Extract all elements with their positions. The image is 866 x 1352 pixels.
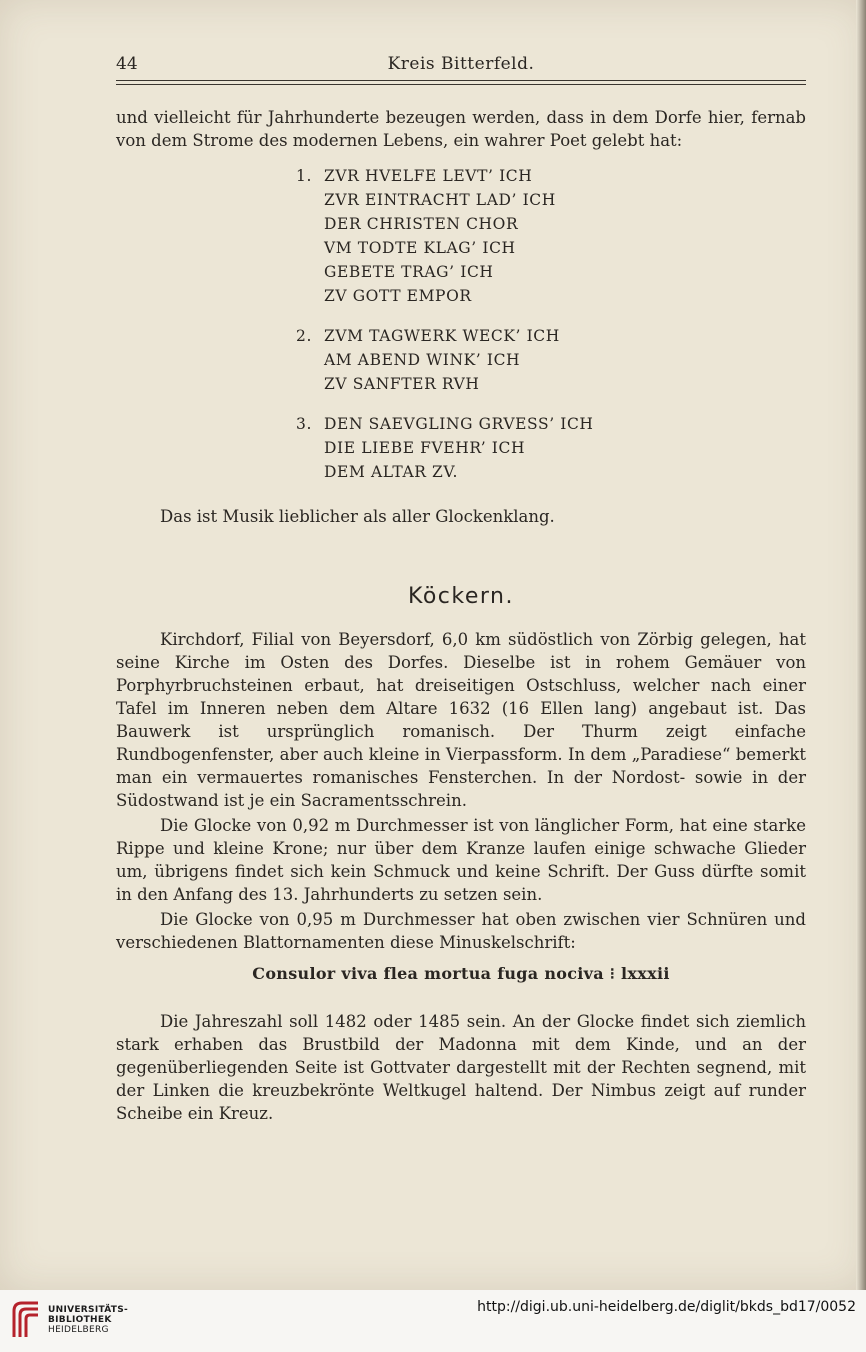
header-rule [116,84,806,85]
stanza-number: 2. [296,327,312,345]
poem-line: DEM ALTAR ZV. [324,463,459,481]
poem-line: AM ABEND WINK’ ICH [324,351,521,369]
poem [296,164,594,500]
library-name-line: BIBLIOTHEK [48,1315,112,1325]
poem-line: GEBETE TRAG’ ICH [324,263,494,281]
poem-line: DIE LIEBE FVEHR’ ICH [324,439,526,457]
closing-line: Das ist Musik lieblicher als aller Glockenklang. [160,507,555,526]
poem-line: ZVR EINTRACHT LAD’ ICH [324,191,556,209]
page-header [116,52,806,76]
library-name-line: UNIVERSITÄTS- [48,1305,129,1315]
source-url[interactable]: http://digi.ub.uni-heidelberg.de/diglit/bkds_bd17/0052 [477,1299,856,1315]
body-paragraph: Kirchdorf, Filial von Beyersdorf, 6,0 km südöstlich von Zörbig gelegen, hat seine Kirche im Osten des Dorfes. Dieselbe ist in rohem Gemäuer von Porphyrbruchsteinen erbaut, hat dreiseitigen Ostschluss, welcher nach einer Tafel im Inneren neben dem Altare 1632 (16 Ellen lang) angebaut ist. Das Bauwerk ist ursprünglich romanisch. Der Thurm zeigt einfache Rundbogenfenster, aber auch kleine in Vierpassform. In dem „Paradiese“ bemerkt man ein vermauertes romanisches Fensterchen. In der Nordost- sowie in der Südostwand ist je ein Sacramentsschrein. [116,630,806,810]
poem-line: ZVR HVELFE LEVT’ ICH [324,167,533,185]
page-edge-shadow [856,0,866,1290]
viewer-footer [0,1290,866,1352]
body-paragraph: Die Jahreszahl soll 1482 oder 1485 sein. An der Glocke findet sich ziemlich stark erhaben das Brustbild der Madonna mit dem Kinde, und an der gegenüberliegenden Seite ist Gottvater dargestellt mit der Rechten segnend, mit der Linken die kreuzbekrönte Weltkugel haltend. Der Nimbus zeigt auf runder Scheibe ein Kreuz. [116,1012,806,1123]
poem-stanza [296,164,594,308]
poem-line: ZV SANFTER RVH [324,375,480,393]
stanza-number: 3. [296,415,312,433]
poem-stanza [296,412,594,484]
poem-stanza [296,324,594,396]
section-title: Köckern. [408,584,514,609]
library-logo-icon [8,1299,42,1339]
stanza-number: 1. [296,167,312,185]
poem-line: ZVM TAGWERK WECK’ ICH [324,327,560,345]
library-name-line: HEIDELBERG [48,1325,109,1335]
poem-line: ZV GOTT EMPOR [324,287,472,305]
header-rule [116,80,806,81]
intro-paragraph: und vielleicht für Jahrhunderte bezeugen werden, dass in dem Dorfe hier, fernab von dem Strome des modernen Lebens, ein wahrer Poet gelebt hat: [116,108,806,150]
poem-line: DER CHRISTEN CHOR [324,215,519,233]
bell-inscription: Consulor viva flea mortua fuga nociva ⁝ lxxxii [252,964,670,983]
poem-line: VM TODTE KLAG’ ICH [324,239,516,257]
body-paragraph: Die Glocke von 0,92 m Durchmesser ist von länglicher Form, hat eine starke Rippe und kleine Krone; nur über dem Kranze laufen einige schwache Glieder um, übrigens findet sich kein Schmuck und keine Schrift. Der Guss dürfte somit in den Anfang des 13. Jahrhunderts zu setzen sein. [116,816,806,904]
poem-line: DEN SAEVGLING GRVESS’ ICH [324,415,594,433]
running-head: Kreis Bitterfeld. [387,54,535,74]
library-name [48,1305,128,1335]
page-number: 44 [116,54,138,74]
body-paragraph: Die Glocke von 0,95 m Durchmesser hat oben zwischen vier Schnüren und verschiedenen Blattornamenten diese Minuskelschrift: [116,910,806,952]
